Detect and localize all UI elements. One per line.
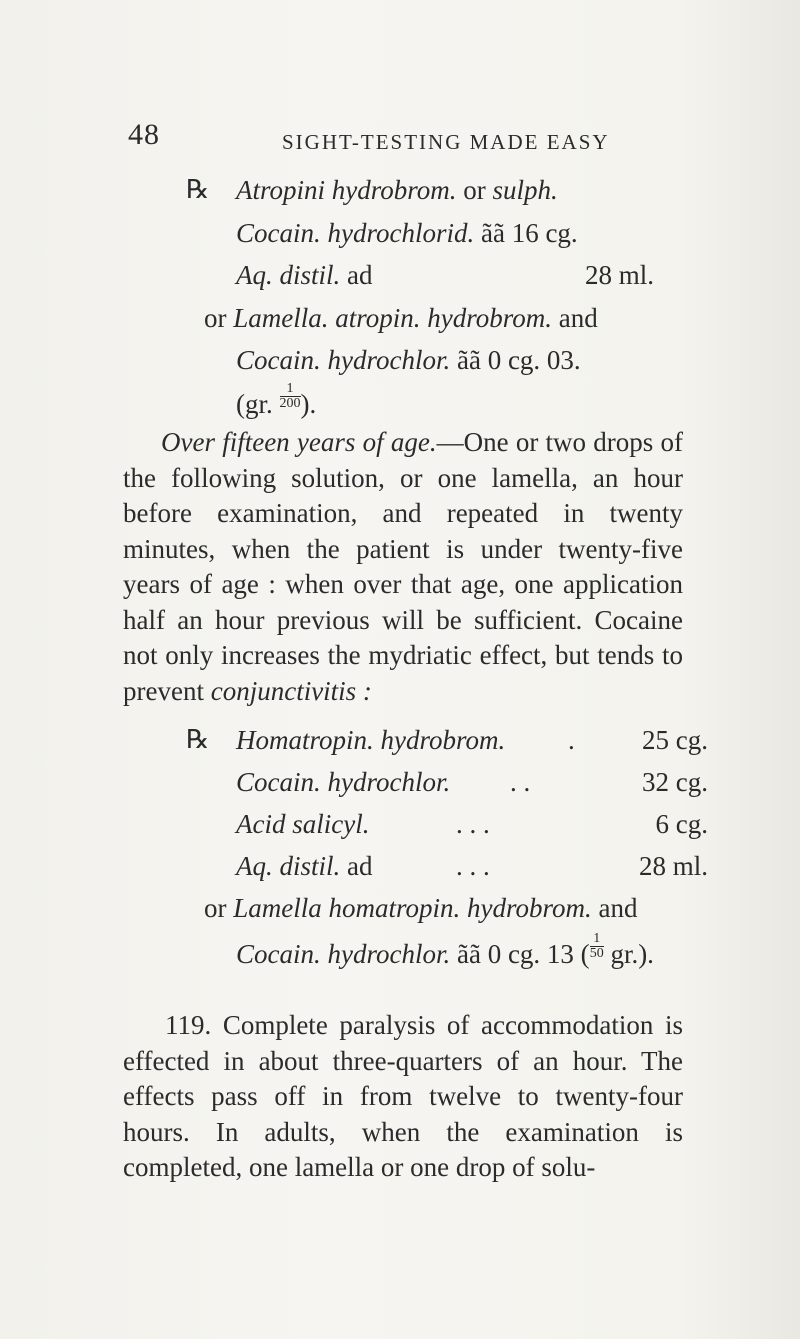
rx1-line-5: Cocain. hydrochlor. ãã 0 cg. 03.: [236, 345, 581, 375]
rx1-line-3: Aq. distil. ad: [236, 260, 373, 290]
rx1-line-2: Cocain. hydrochlorid. ãã 16 cg.: [236, 218, 578, 248]
rx2-item-name: Aq. distil. ad: [236, 851, 373, 881]
rx2-item-name: Acid salicyl.: [236, 809, 370, 839]
rx2-item-name: Cocain. hydrochlor.: [236, 767, 451, 797]
rx1-line-1: Atropini hydrobrom. or sulph.: [236, 175, 558, 205]
paragraph-over-fifteen: Over fifteen years of age.—One or two drops of the following solution, or one lamella, an hour before examination, and repeated in twenty minutes, when the patient is under twenty-five years of age : when over that age, one application half an hour previous will be sufficient. Cocaine not only increases the mydriatic effect, but tends to prevent conjunctivitis :: [123, 427, 684, 706]
rx2-item-dots: .: [568, 725, 575, 755]
rx2-item-dots: . .: [510, 767, 531, 797]
recipe-symbol: ℞: [186, 175, 210, 204]
page-header: [128, 118, 728, 158]
rx2-item-amount: 32 cg.: [642, 767, 708, 797]
paragraph-119: 119. Complete paralysis of accommodation is effected in about three-quarters of an hour. The effects pass off in from twelve to twenty-four hours. In adults, when the examination is completed, one lamella or one drop of solu-: [123, 1010, 683, 1182]
page-number: 48: [128, 118, 160, 151]
rx2-item-amount: 25 cg.: [642, 725, 708, 755]
rx2-item-name: Homatropin. hydrobrom.: [236, 725, 506, 755]
rx1-line-4: or Lamella. atropin. hydrobrom. and: [204, 303, 598, 333]
rx2-item-dots: . . .: [456, 809, 490, 839]
running-head: SIGHT-TESTING MADE EASY: [282, 130, 610, 154]
fraction: $\frac{1}{200}$: [279, 381, 301, 411]
rx2-item-amount: 6 cg.: [655, 809, 708, 839]
recipe-symbol: ℞: [186, 725, 210, 754]
fraction: $\frac{1}{50}$: [589, 931, 604, 961]
rx1-line-3-amount: 28 ml.: [584, 260, 654, 290]
rx2-last-line: Cocain. hydrochlor. ãã 0 cg. 13 ( $\frac{1}{50}$ gr.).: [236, 931, 654, 969]
rx2-or-line: or Lamella homatropin. hydrobrom. and: [204, 893, 638, 923]
rx2-item-dots: . . .: [456, 851, 490, 881]
rx2-item-amount: 28 ml.: [638, 851, 708, 881]
rx1-line-6: (gr. $\frac{1}{200}$ ).: [236, 381, 317, 419]
